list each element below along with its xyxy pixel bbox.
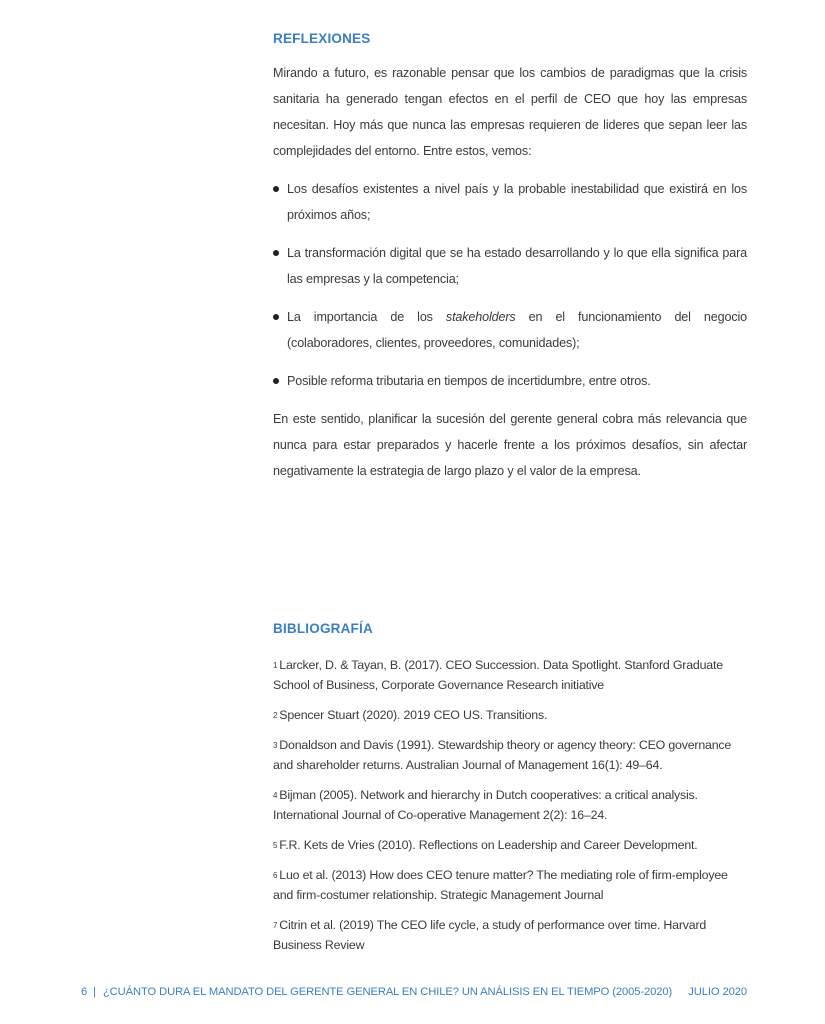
bullet-item: [273, 368, 747, 394]
bullet-dot: [273, 186, 279, 192]
bibliography-text: Luo et al. (2013) How does CEO tenure matter? The mediating role of firm-employee and firm-costumer relationship. Strategic Management Journal: [273, 868, 728, 902]
footer-separator: |: [93, 986, 96, 998]
footnote-number: 2: [273, 711, 278, 720]
reflexiones-bullet-list: [273, 176, 747, 394]
bibliography-text: Citrin et al. (2019) The CEO life cycle, a study of performance over time. Harvard Business Review: [273, 918, 707, 952]
footnote-number: 3: [273, 741, 278, 750]
bibliography-text: Spencer Stuart (2020). 2019 CEO US. Transitions.: [279, 708, 548, 722]
bullet-dot: [273, 250, 279, 256]
reflexiones-section: [273, 31, 747, 484]
bibliography-entry: [273, 785, 747, 825]
bibliografia-heading: BIBLIOGRAFÍA: [273, 621, 373, 636]
bibliography-text: Larcker, D. & Tayan, B. (2017). CEO Succession. Data Spotlight. Stanford Graduate School of Business, Corporate Governance Research initiative: [273, 658, 723, 692]
page-number: 6: [81, 986, 88, 998]
footer-title: ¿CUÁNTO DURA EL MANDATO DEL GERENTE GENERAL EN CHILE? UN ANÁLISIS EN EL TIEMPO (2005-2020): [102, 986, 673, 998]
footnote-number: 1: [273, 661, 278, 670]
reflexiones-closing-paragraph: En este sentido, planificar la sucesión del gerente general cobra más relevancia que nunca para estar preparados y hacerle frente a los próximos desafíos, sin afectar negativamente la estrategia de largo plazo y el valor de la empresa.: [273, 412, 747, 478]
bibliography-entry: [273, 705, 747, 725]
bullet-text: La transformación digital que se ha estado desarrollando y lo que ella significa para las empresas y la competencia;: [287, 246, 747, 286]
bibliography-entry: [273, 865, 747, 905]
bullet-text-post: en el funcionamiento del negocio (colaboradores, clientes, proveedores, comunidades);: [287, 310, 747, 350]
footnote-number: 6: [273, 871, 278, 880]
footnote-number: 7: [273, 921, 278, 930]
bibliography-list: [273, 655, 747, 955]
bullet-text-pre: La importancia de los: [287, 310, 446, 324]
reflexiones-heading: REFLEXIONES: [273, 31, 371, 46]
bullet-item: [273, 176, 747, 228]
footnote-number: 4: [273, 791, 278, 800]
bullet-dot: [273, 314, 279, 320]
reflexiones-intro-paragraph: Mirando a futuro, es razonable pensar que los cambios de paradigmas que la crisis sanitaria ha generado tengan efectos en el perfil de CEO que hoy las empresas necesitan. Hoy más que nunca las empresas requieren de lideres que sepan leer las complejidades del entorno. Entre estos, vemos:: [273, 66, 747, 158]
page-footer: [81, 986, 747, 998]
footer-date: JULIO 2020: [688, 986, 747, 998]
bullet-item: [273, 240, 747, 292]
bibliography-text: F.R. Kets de Vries (2010). Reflections on Leadership and Career Development.: [279, 838, 698, 852]
bullet-text-emphasis: stakeholders: [445, 310, 516, 324]
bibliography-text: Donaldson and Davis (1991). Stewardship theory or agency theory: CEO governance and shareholder returns. Australian Journal of Management 16(1): 49–64.: [273, 738, 732, 772]
bibliography-entry: [273, 655, 747, 695]
bullet-dot: [273, 378, 279, 384]
bibliography-entry: [273, 835, 747, 855]
footer-left: [81, 986, 672, 998]
bibliografia-section: [273, 621, 747, 955]
bullet-text: Los desafíos existentes a nivel país y la probable inestabilidad que existirá en los próximos años;: [287, 182, 747, 222]
footnote-number: 5: [273, 841, 278, 850]
bibliography-text: Bijman (2005). Network and hierarchy in Dutch cooperatives: a critical analysis. International Journal of Co-operative Management 2(2): 16–24.: [273, 788, 698, 822]
bullet-item: [273, 304, 747, 356]
bullet-text: Posible reforma tributaria en tiempos de incertidumbre, entre otros.: [287, 374, 651, 388]
bibliography-entry: [273, 735, 747, 775]
bibliography-entry: [273, 915, 747, 955]
